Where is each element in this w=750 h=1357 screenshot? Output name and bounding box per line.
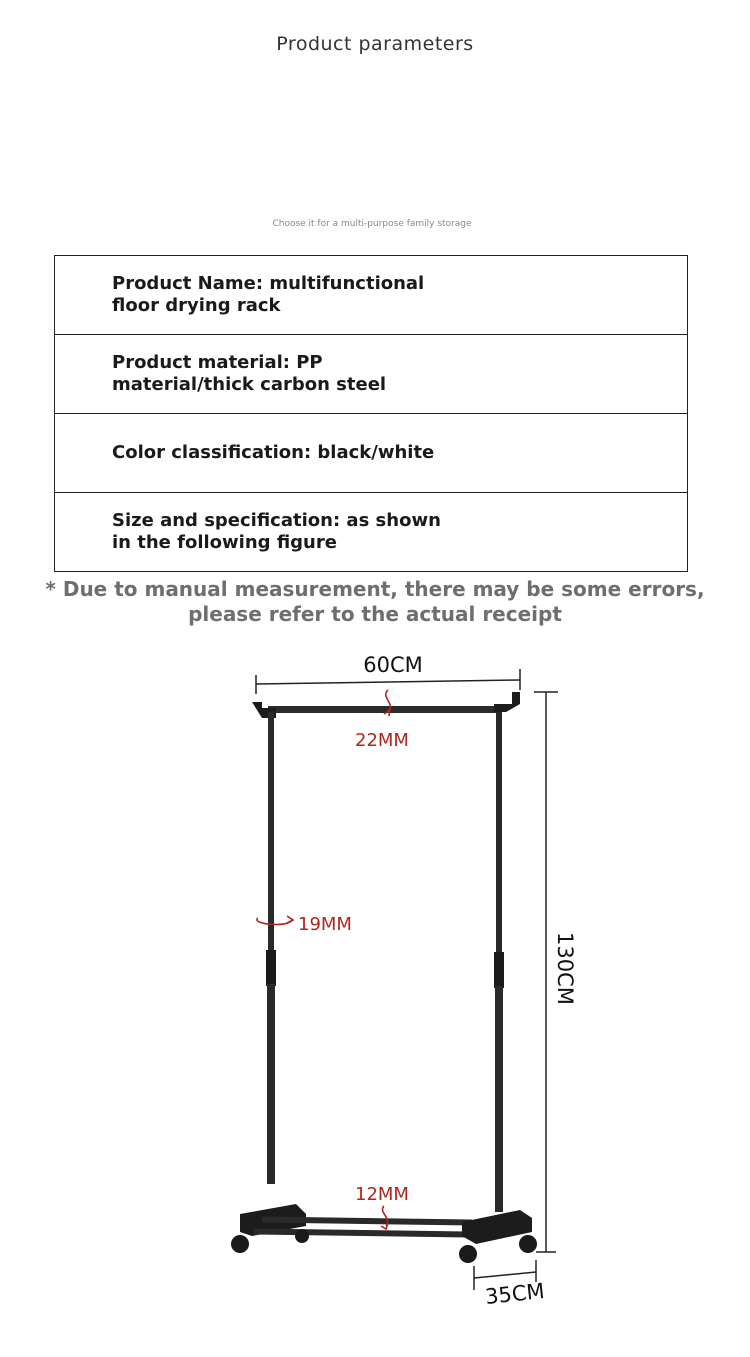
measurement-note	[0, 577, 750, 627]
drying-rack-diagram	[0, 640, 750, 1340]
spec-row-product-name	[55, 256, 687, 335]
page-subtitle: Choose it for a multi-purpose family storage	[272, 219, 472, 229]
note-line-2: please refer to the actual receipt	[188, 602, 562, 626]
spec-row-color	[55, 414, 687, 493]
spec-row-size	[55, 493, 687, 571]
page-title: Product parameters	[276, 33, 474, 55]
rack-base	[231, 1204, 537, 1263]
height-label: 130CM	[553, 932, 577, 1005]
right-pole	[494, 712, 504, 1212]
left-pole	[257, 712, 293, 1184]
width-label: 60CM	[363, 653, 423, 677]
spec-label: Size and specification: as shown in the following figure	[112, 510, 441, 553]
depth-label: 35CM	[484, 1278, 546, 1309]
bottom-bar-label: 12MM	[355, 1184, 409, 1205]
note-line-1: * Due to manual measurement, there may be some errors,	[45, 577, 705, 601]
top-bar-label: 22MM	[355, 730, 409, 751]
pole-label: 19MM	[298, 914, 352, 935]
spec-table	[54, 255, 688, 572]
spec-label: Product Name: multifunctional floor drying rack	[112, 273, 425, 316]
spec-row-material	[55, 335, 687, 414]
spec-label: Product material: PP material/thick carbon steel	[112, 352, 387, 395]
spec-label: Color classification: black/white	[112, 442, 435, 463]
top-bar	[252, 690, 520, 718]
